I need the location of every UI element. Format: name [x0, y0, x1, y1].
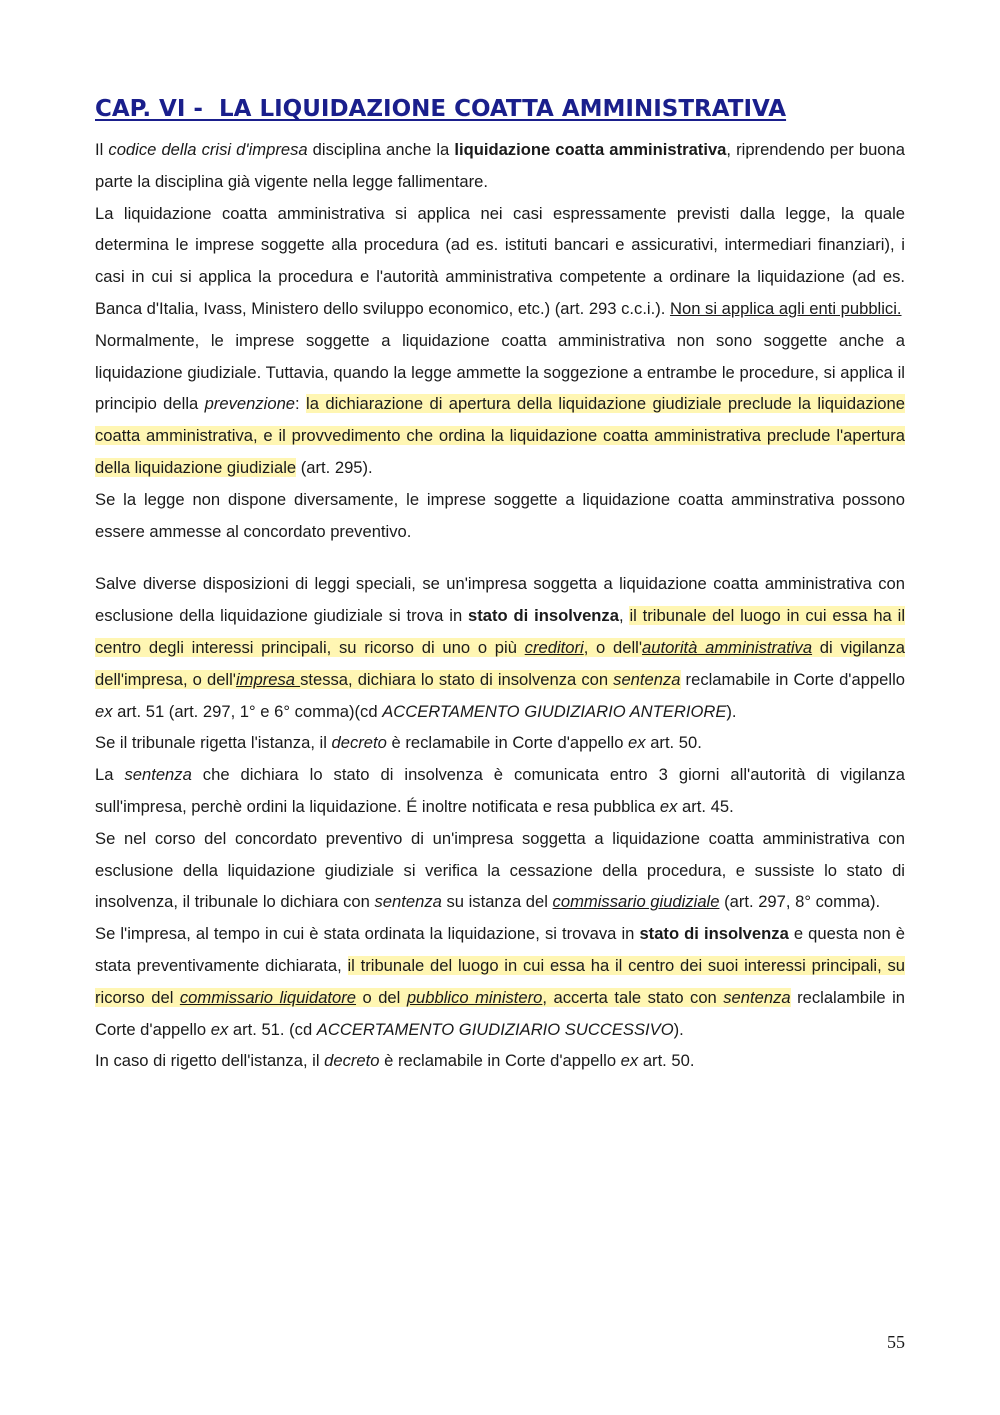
text: reclalambile in Corte d'appello — [95, 987, 905, 1039]
italic-underlined-text: impresa — [235, 669, 301, 689]
bold-text: stato di insolvenza — [639, 924, 789, 944]
text: Il — [95, 140, 109, 159]
text: , — [618, 606, 630, 626]
paragraph-rejection — [95, 727, 905, 759]
paragraph-intro — [95, 134, 905, 198]
text: il tribunale del luogo in cui essa ha il centro degli interessi principali, su ricorso di uno o più — [95, 606, 906, 657]
text: : — [295, 394, 307, 414]
document-page — [95, 96, 905, 1077]
text: Se nel corso del concordato preventivo di un'impresa soggetta a liquidazione coatta amministrativa con esclusione della liquidazione giudiziale si verifica la cessazione della procedura, e sussiste lo stato di insolvenza, il tribunale lo dichiara con — [95, 828, 905, 912]
italic-text: decreto — [324, 1051, 380, 1071]
text: ). — [673, 1019, 684, 1039]
text: che dichiara lo stato di insolvenza è comunicata entro 3 giorni all'autorità di vigilanza sull'impresa, perchè ordini la liquidazione. É inoltre notificata e resa pubblica — [95, 765, 905, 816]
italic-underlined-text: commissario giudiziale — [552, 892, 720, 912]
text: In caso di rigetto dell'istanza, il — [95, 1051, 325, 1071]
text: di vigilanza dell'impresa, o dell' — [95, 637, 906, 689]
text: art. 50. — [638, 1051, 695, 1071]
text: stessa, dichiara lo stato di insolvenza con — [300, 669, 614, 689]
paragraph-insolvency-prior — [95, 568, 905, 727]
paragraph-communication — [95, 759, 905, 823]
text: il tribunale del luogo in cui essa ha il centro dei suoi interessi principali, su ricorso del — [95, 955, 906, 1007]
paragraph-insolvency-later — [95, 918, 905, 1045]
text: (art. 297, 8° comma). — [719, 892, 881, 912]
text: (art. 295). — [296, 457, 373, 477]
italic-underlined-text: pubblico ministero — [406, 987, 543, 1007]
text: ). — [726, 701, 737, 721]
bold-text: stato di insolvenza — [468, 606, 619, 626]
italic-text: ACCERTAMENTO GIUDIZIARIO ANTERIORE — [382, 701, 727, 721]
text: Salve diverse disposizioni di leggi speciali, se un'impresa soggetta a liquidazione coatta amministrativa con esclusione della liquidazione giudiziale si trova in — [95, 574, 905, 626]
text: Se il tribunale rigetta l'istanza, il — [95, 733, 332, 753]
text: , accerta tale stato con — [542, 987, 724, 1007]
paragraph-prevention — [95, 325, 905, 484]
text: art. 51 (art. 297, 1° e 6° comma)(cd — [112, 701, 383, 721]
italic-underlined-text: creditori — [524, 637, 584, 657]
italic-text: sentenza — [723, 987, 791, 1007]
italic-text: ex — [659, 796, 678, 816]
paragraph-cessation — [95, 823, 905, 918]
italic-text: ex — [628, 733, 646, 753]
page-number: 55 — [887, 1332, 905, 1352]
text: è reclamabile in Corte d'appello — [379, 1051, 621, 1071]
bold-text: liquidazione coatta amministrativa — [454, 140, 727, 159]
text: art. 50. — [645, 733, 702, 753]
italic-text: decreto — [331, 733, 387, 753]
text: La — [95, 765, 125, 785]
text: disciplina anche la — [307, 140, 455, 159]
text: Normalmente, le imprese soggette a liquidazione coatta amministrativa non sono soggette anche a liquidazione giudiziale. Tuttavia, quando la legge ammette la soggezione a entrambe le procedure, si applica il principio della — [95, 330, 905, 414]
italic-text: sentenza — [613, 669, 681, 689]
text: è reclamabile in Corte d'appello — [386, 733, 629, 753]
italic-text: sentenza — [124, 765, 192, 785]
text: La liquidazione coatta amministrativa si applica nei casi espressamente previsti dalla legge, la quale determina le imprese soggette alla procedura (ad es. istituti bancari e assicurativi, intermediari finanziari), i casi in cui si applica la procedura e l'autorità amministrativa competente a ordinare la liquidazione (ad es. Banca d'Italia, Ivass, Ministero dello sviluppo economico, etc.) (art. 293 c.c.i.). — [95, 203, 905, 318]
paragraph-final-rejection — [95, 1045, 905, 1077]
highlighted-text: la dichiarazione di apertura della liquidazione giudiziale preclude la liquidazione coatta amministrativa, e il provvedimento che ordina la liquidazione coatta amministrativa preclude l'apertura della liquidazione giudiziale — [95, 394, 905, 477]
italic-text: sentenza — [374, 892, 442, 912]
text: , o dell' — [583, 637, 643, 657]
italic-underlined-text: commissario liquidatore — [179, 987, 357, 1007]
text: o del — [356, 987, 407, 1007]
italic-underlined-text: autorità amministrativa — [642, 637, 813, 657]
paragraph-scope — [95, 198, 905, 325]
text: Se l'impresa, al tempo in cui è stata ordinata la liquidazione, si trovava in — [95, 924, 640, 944]
italic-text: ex — [620, 1051, 639, 1071]
text: , riprendendo per buona parte la disciplina già vigente nella legge fallimentare. — [95, 140, 905, 191]
italic-text: prevenzione — [204, 394, 296, 414]
italic-text: ex — [210, 1019, 229, 1039]
underlined-text: Non si applica agli enti pubblici. — [669, 298, 902, 318]
text: art. 51. (cd — [228, 1019, 317, 1039]
text: reclamabile in Corte d'appello — [680, 669, 905, 689]
chapter-title: CAP. VI - LA LIQUIDAZIONE COATTA AMMINISTRATIVA — [95, 96, 787, 122]
text: e questa non è stata preventivamente dichiarata, — [95, 924, 906, 975]
italic-text: ex — [95, 701, 113, 721]
text: Se la legge non dispone diversamente, le imprese soggette a liquidazione coatta amminstrativa possono essere ammesse al concordato preventivo. — [95, 489, 905, 541]
paragraph-concordato — [95, 484, 905, 548]
italic-text: codice della crisi d'impresa — [108, 140, 308, 159]
text: art. 45. — [677, 796, 734, 816]
text: su istanza del — [441, 892, 553, 912]
italic-text: ACCERTAMENTO GIUDIZIARIO SUCCESSIVO — [316, 1019, 674, 1039]
